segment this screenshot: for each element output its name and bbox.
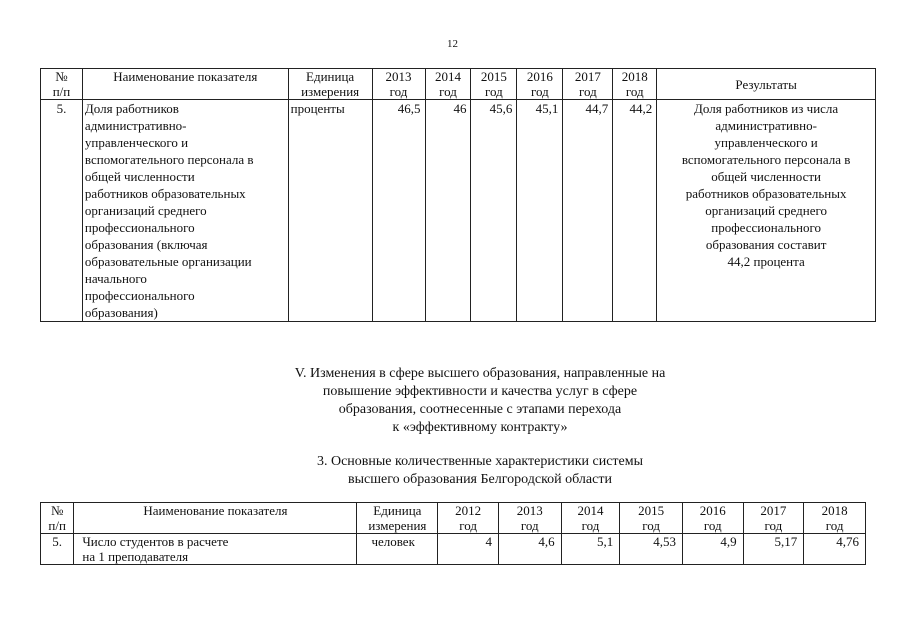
row-indicator-name: Доля работников административно- управленческого и вспомогательного персонала в общей численности работников образовательных организаций среднего профессионального образования (включая образовательные организации начального профессионального образования) [82, 100, 288, 322]
row-value: 45,1 [517, 100, 563, 322]
header-results: Результаты [657, 69, 876, 100]
subsection-heading: 3. Основные количественные характеристики системы высшего образования Белгородской области [316, 454, 644, 487]
row-value: 44,2 [613, 100, 657, 322]
table-header-row [41, 503, 866, 534]
row-value: 46 [425, 100, 471, 322]
header-year: 2014 год [561, 503, 620, 534]
row-value: 45,6 [471, 100, 517, 322]
header-year: 2018 год [804, 503, 866, 534]
header-name: Наименование показателя [82, 69, 288, 100]
header-year: 2016 год [517, 69, 563, 100]
header-year: 2018 год [613, 69, 657, 100]
header-year: 2012 год [438, 503, 499, 534]
header-unit: Единица измерения [357, 503, 438, 534]
row-value: 4,76 [804, 534, 866, 565]
header-year: 2015 год [471, 69, 517, 100]
indicators-table-secondary [40, 68, 876, 322]
header-num: № п/п [41, 503, 74, 534]
table-row [41, 100, 876, 322]
row-value: 44,7 [563, 100, 613, 322]
row-indicator-name: Число студентов в расчете на 1 преподавателя [74, 534, 357, 565]
header-year: 2017 год [743, 503, 804, 534]
header-num: № п/п [41, 69, 83, 100]
header-unit: Единица измерения [288, 69, 372, 100]
row-value: 5,17 [743, 534, 804, 565]
row-value: 4 [438, 534, 499, 565]
row-value: 5,1 [561, 534, 620, 565]
row-num: 5. [41, 100, 83, 322]
row-unit: проценты [288, 100, 372, 322]
row-unit: человек [357, 534, 438, 565]
table-header-row [41, 69, 876, 100]
header-year: 2016 год [682, 503, 743, 534]
row-result: Доля работников из числа административно- управленческого и вспомогательного персонала в общей численности работников образовательных организаций среднего профессионального образования составит 44,2 процента [657, 100, 876, 322]
header-name: Наименование показателя [74, 503, 357, 534]
header-year: 2015 год [620, 503, 683, 534]
header-year: 2013 год [372, 69, 425, 100]
header-year: 2014 год [425, 69, 471, 100]
row-value: 4,6 [498, 534, 561, 565]
row-value: 4,53 [620, 534, 683, 565]
indicators-table-higher-education [40, 502, 866, 565]
row-value: 4,9 [682, 534, 743, 565]
section-heading: V. Изменения в сфере высшего образования, направленные на повышение эффективности и качества услуг в сфере образования, соотнесенные с этапами перехода к «эффективному контракту» [294, 366, 666, 435]
row-num: 5. [41, 534, 74, 565]
header-year: 2013 год [498, 503, 561, 534]
row-value: 46,5 [372, 100, 425, 322]
header-year: 2017 год [563, 69, 613, 100]
page-number: 12 [447, 38, 458, 50]
table-row [41, 534, 866, 565]
